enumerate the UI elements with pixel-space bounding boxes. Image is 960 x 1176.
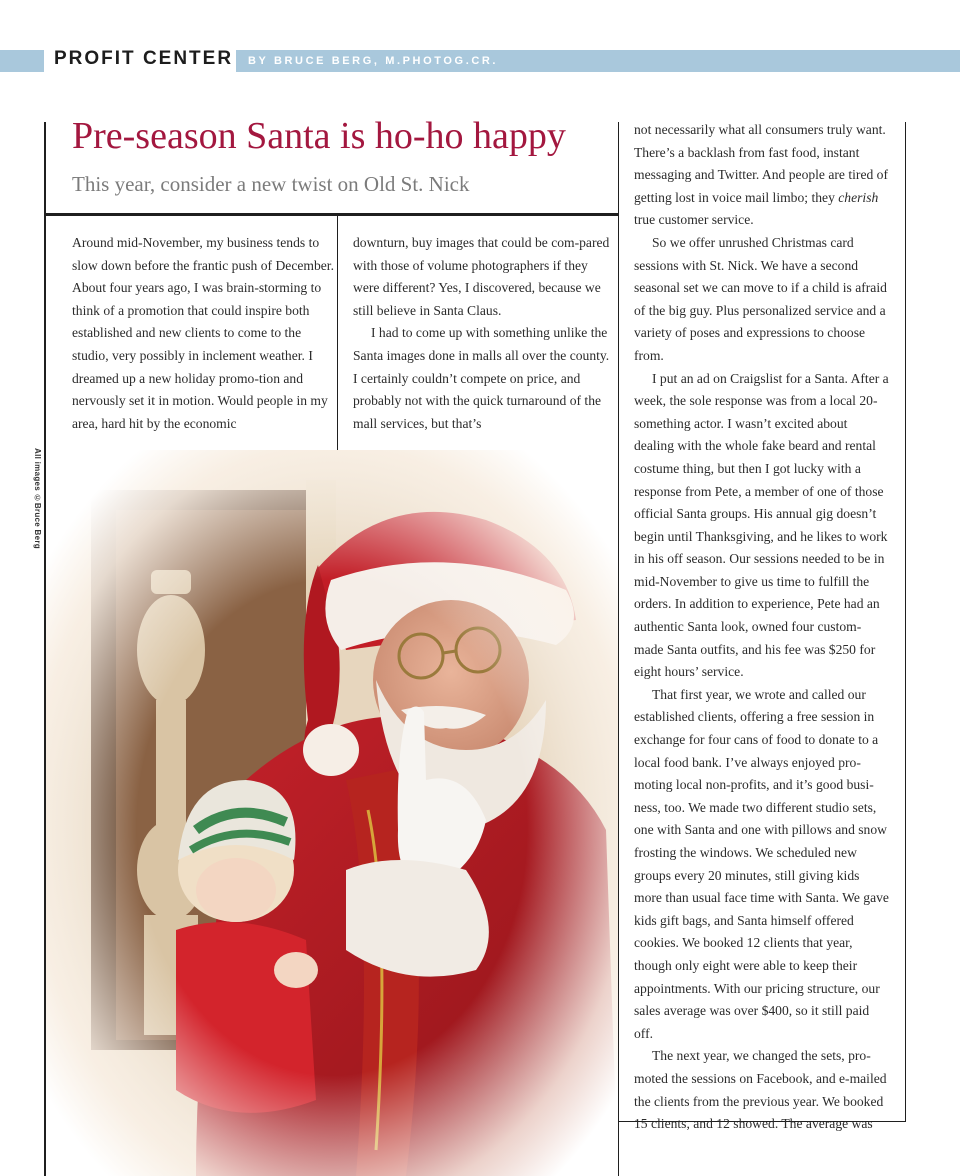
- byline: BY BRUCE BERG, M.PHOTOG.CR.: [248, 55, 499, 67]
- text-run: true customer service.: [634, 212, 754, 228]
- headline: Pre-season Santa is ho-ho happy: [72, 115, 566, 157]
- emphasis: cherish: [838, 189, 879, 205]
- paragraph: So we offer unrushed Christmas card sessions with St. Nick. We have a second seasonal set we can move to if a child is afraid of the big guy. Plus personalized service and a variety of poses and expressions to choose from.: [634, 234, 887, 363]
- paragraph: That first year, we wrote and called our established clients, offering a free session in exchange for four cans of food to donate to a local food bank. I’ve always enjoyed pro-moting local non-profits, and it’s good busi-ness, too. We made two different studio sets, one with Santa and one with pillows and snow frosting the windows. We scheduled new groups every 20 minutes, still giving kids more than usual face time with Santa. We gave kids gift bags, and Santa himself offered cookies. We booked 12 clients that year, though only eight were able to keep their appointments. With our pricing structure, our sales average was over $400, so it still paid off.: [634, 686, 889, 1041]
- headline-rule: [44, 213, 619, 216]
- paragraph: I put an ad on Craigslist for a Santa. After a week, the sole response was from a local 20-something actor. I wasn’t excited about dealing with the whole fake beard and rental costume thing, but then I got lucky with a response from Pete, a member of one of those official Santa groups. His annual gig doesn’t begin until Thanksgiving, and he likes to work in his off season. Our sessions needed to be in mid-November to give us time to fulfill the orders. In addition to experience, Pete had an authentic Santa look, owned four custom-made Santa outfits, and his fee was $250 for eight hours’ service.: [634, 370, 889, 680]
- column-divider-2: [618, 122, 619, 1176]
- subheadline: This year, consider a new twist on Old St. Nick: [72, 172, 470, 196]
- paragraph: The next year, we changed the sets, pro-moted the sessions on Facebook, and e-mailed the clients from the previous year. We booked 15 clients, and 12 showed. The average was: [634, 1048, 887, 1132]
- paragraph: downturn, buy images that could be com-pared with those of volume photographers if they were different? Yes, I discovered, because we still believe in Santa Claus.: [353, 235, 610, 318]
- santa-photo: [46, 450, 618, 1176]
- photo-credit: All images ©Bruce Berg: [33, 448, 42, 549]
- paragraph: I had to come up with something unlike the Santa images done in malls all over the county. I certainly couldn’t compete on price, and probably not with the quick turnaround of the mall services, but that’s: [353, 325, 610, 431]
- text-run: not necessarily what all consumers truly want. There’s a backlash from fast food, instant messaging and Twitter. And people are tired of getting lost in voice mail limbo; they: [634, 122, 888, 205]
- santa-illustration: [46, 450, 618, 1176]
- section-label: PROFIT CENTER: [54, 48, 234, 69]
- paragraph: Around mid-November, my business tends to slow down before the frantic push of December. About four years ago, I was brain-storming to think of a promotion that could inspire both established and new clients to come to the studio, very possibly in inclement weather. I dreamed up a new holiday promo-tion and nervously set it in motion. Would people in my area, hard hit by the economic: [72, 235, 334, 431]
- article-column-3: [634, 119, 890, 1136]
- right-rule: [905, 122, 906, 1122]
- article-column-2: [353, 232, 615, 435]
- column-divider-1: [337, 216, 338, 450]
- article-column-1: [72, 232, 334, 435]
- paragraph: [634, 119, 890, 232]
